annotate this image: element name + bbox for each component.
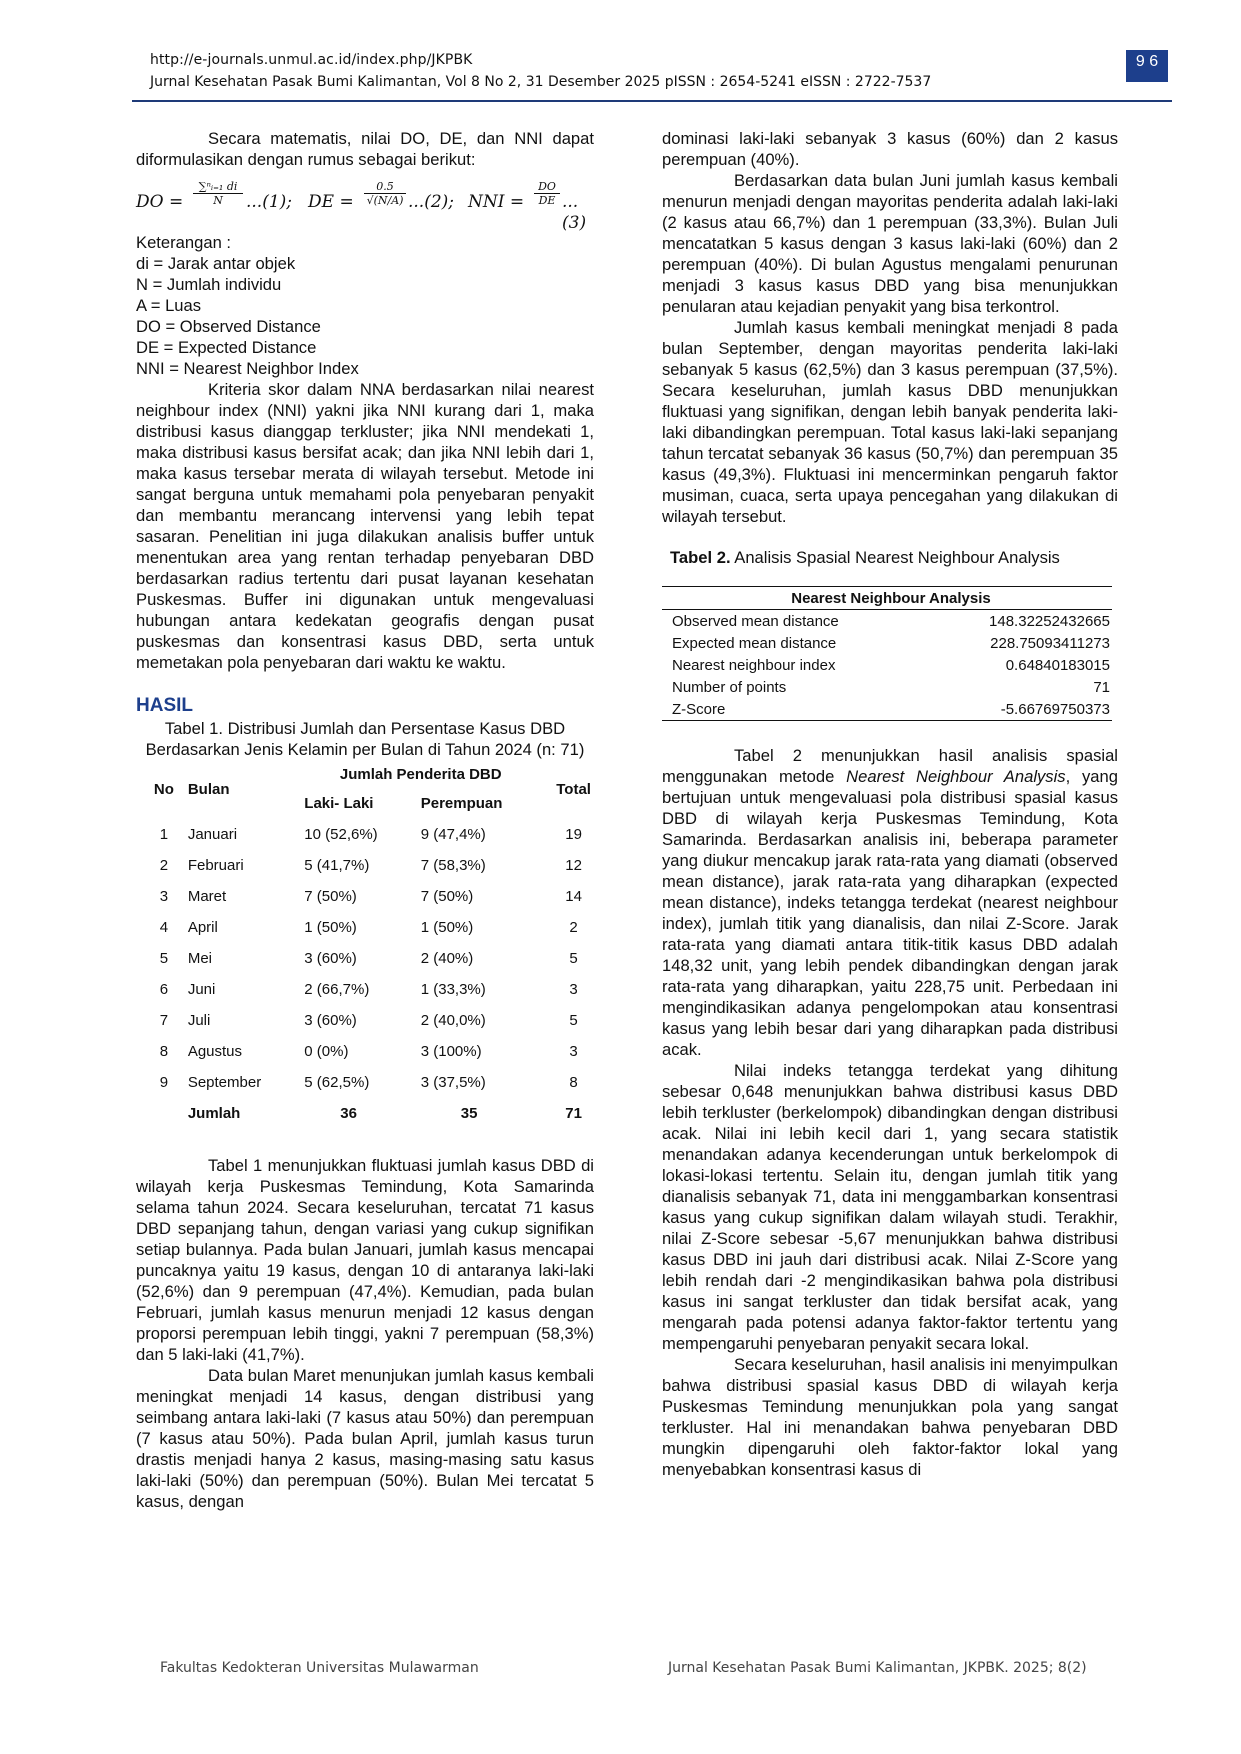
kesimpulan-paragraph: Secara keseluruhan, hasil analisis ini menyimpulkan bahwa distribusi spasial kasus DBD di wilayah kerja Puskesmas Temindung menunjukkan pola yang sangat terkluster. Hal ini menandakan bahwa penyebaran DBD mungkin dipengaruhi oleh faktor-faktor lokal yang menyebabkan konsentrasi kasus di: [662, 1355, 1118, 1479]
table1-cell-bulan: Maret: [187, 888, 227, 905]
table2-caption-text: Analisis Spasial Nearest Neighbour Analysis: [730, 548, 1060, 567]
nni-lhs: NNI =: [468, 192, 525, 212]
page-number-badge: 9 6: [1126, 50, 1168, 82]
table2-cell-label: Number of points: [672, 678, 787, 696]
table1-total-blank: [140, 1098, 188, 1129]
nilai-paragraph: Nilai indeks tetangga terdekat yang dihitung sebesar 0,648 menunjukkan bahwa distribusi kasus DBD lebih terkluster (berkelompok) dibandingkan dengan distribusi acak. Nilai ini lebih kecil dari 1, yang secara statistik menandakan adanya kecenderungan untuk berkelompok di lokasi-lokasi tertentu. Selain itu, dengan jumlah titik yang dianalisis sebanyak 71, data ini menggambarkan konsentrasi kasus yang cukup signifikan dalam wilayah studi. Terakhir, nilai Z-Score sebesar -5,67 menunjukkan bahwa distribusi kasus DBD ini jauh dari distribusi acak. Nilai Z-Score yang lebih rendah dari -2 mengindikasikan bahwa pola distribusi kasus ini sangat terkluster dan tidak bersifat acak, yang mengarah pada potensi adanya faktor-faktor tertentu yang mempengaruhi penyebaran penyakit secara lokal.: [662, 1061, 1118, 1353]
table2: [662, 586, 1112, 721]
table2-body: [662, 610, 1112, 721]
table1-cell-total: 12: [565, 857, 582, 874]
keterangan-item: N = Jumlah individu: [136, 275, 282, 294]
tabel2-method: Nearest Neighbour Analysis: [846, 767, 1066, 786]
table1-cell-laki: 3 (60%): [304, 950, 357, 967]
maret-paragraph: Data bulan Maret menunjukan jumlah kasus kembali meningkat menjadi 14 kasus, dengan distribusi yang seimbang antara laki-laki (7 kasus atau 50%) dan perempuan (7 kasus atau 50%). Pada bulan April, jumlah kasus turun drastis menjadi hanya 2 kasus, masing-masing satu kasus laki-laki (50%) dan perempuan (50%). Bulan Mei tercatat 5 kasus, dengan: [136, 1366, 594, 1511]
table1-cell-perempuan: 2 (40,0%): [420, 1012, 486, 1029]
table1-cell-total: 8: [569, 1074, 578, 1091]
journal-url[interactable]: http://e-journals.unmul.ac.id/index.php/JKPBK: [150, 52, 473, 68]
table-row: [140, 881, 610, 912]
table1-caption: Tabel 1. Distribusi Jumlah dan Persentase Kasus DBD Berdasarkan Jenis Kelamin per Bulan di Tahun 2024 (n: 71): [145, 719, 585, 759]
tabel2-paragraph: [662, 745, 1118, 1060]
keterangan-item: NNI = Nearest Neighbor Index: [136, 359, 359, 378]
table1-cell-perempuan: 1 (33,3%): [420, 981, 486, 998]
nni-fraction: [534, 180, 560, 207]
tabel1-paragraph: Tabel 1 menunjukkan fluktuasi jumlah kasus DBD di wilayah kerja Puskesmas Temindung, Kota Samarinda selama tahun 2024. Secara keseluruhan, tercatat 71 kasus DBD sepanjang tahun, dengan variasi yang cukup signifikan setiap bulannya. Pada bulan Januari, jumlah kasus mencapai puncaknya yaitu 19 kasus, dengan 10 di antaranya laki-laki (52,6%) dan 9 perempuan (47,4%). Kemudian, pada bulan Februari, jumlah kasus menurun menjadi 12 kasus dengan proporsi perempuan lebih tinggi, yakni 7 perempuan (58,3%) dan 5 laki-laki (41,7%).: [136, 1156, 594, 1364]
table1-cell-total: 14: [565, 888, 582, 905]
table1-cell-perempuan: 2 (40%): [420, 950, 474, 967]
table-row: [140, 1067, 610, 1098]
table-row: [662, 632, 1112, 654]
keterangan-item: di = Jarak antar objek: [136, 254, 296, 273]
mei-continuation-paragraph: dominasi laki-laki sebanyak 3 kasus (60%) dan 2 kasus perempuan (40%).: [662, 129, 1118, 169]
nni-numerator: DO: [538, 180, 556, 193]
footer-left: Fakultas Kedokteran Universitas Mulawarman: [160, 1660, 479, 1676]
table2-cell-value: 228.75093411273: [990, 634, 1110, 652]
do-denominator: N: [193, 193, 243, 207]
table-row: [662, 676, 1112, 698]
keterangan-item: A = Luas: [136, 296, 202, 315]
table1-body: [140, 819, 610, 1098]
tabel2-text-a: Tabel 2 menunjukkan hasil analisis spasial menggunakan metode: [662, 746, 1118, 786]
table1-cell-bulan: Mei: [187, 950, 212, 967]
nni-ref: ...(3): [562, 192, 587, 233]
de-fraction: [364, 180, 406, 207]
table1-cell-total: 3: [569, 1043, 578, 1060]
table1-cell-no: 2: [159, 857, 169, 874]
tabel2-text-b: , yang bertujuan untuk mengevaluasi pola distribusi spasial kasus DBD di wilayah kerja Puskesmas Temindung, Kota Samarinda. Berdasarkan analisis ini, beberapa parameter yang diukur mencakup jarak rata-rata yang diamati (observed mean distance), jarak rata-rata yang diharapkan (expected mean distance), indeks tetangga terdekat (nearest neighbour index), jumlah titik yang dianalisis, dan nilai Z-Score. Jarak rata-rata yang diamati antara titik-titik kasus DBD adalah 148,32 unit, yang lebih pendek dibandingkan dengan jarak rata-rata yang diharapkan, yaitu 228,75 unit. Perbedaan ini mengindikasikan adanya pengelompokan atau konsentrasi kasus yang lebih besar dari yang diharapkan pada distribusi acak.: [662, 767, 1118, 1059]
journal-citation: Jurnal Kesehatan Pasak Bumi Kalimantan, Vol 8 No 2, 31 Desember 2025 pISSN : 2654-5241 eISSN : 2722-7537: [150, 74, 932, 90]
table1-cell-bulan: Juni: [187, 981, 216, 998]
keterangan-title: Keterangan :: [136, 233, 232, 252]
table-row: [140, 1036, 610, 1067]
table1-cell-perempuan: 9 (47,4%): [420, 826, 486, 843]
table-row: [140, 974, 610, 1005]
september-paragraph: Jumlah kasus kembali meningkat menjadi 8 pada bulan September, dengan mayoritas penderita laki-laki sebanyak 5 kasus (62,5%) dan 3 kasus perempuan (37,5%). Secara keseluruhan, jumlah kasus DBD menunjukkan fluktuasi yang signifikan, dengan lebih banyak penderita laki-laki dibandingkan perempuan. Total kasus laki-laki sepanjang tahun tercatat sebanyak 36 kasus (50,7%) dan perempuan 35 kasus (49,3%). Fluktuasi ini mencerminkan pengaruh faktor musiman, cuaca, serta upaya pencegahan yang dilakukan di wilayah tersebut.: [662, 318, 1118, 526]
table1-cell-bulan: Agustus: [187, 1043, 243, 1060]
table1-total-perempuan: 35: [460, 1105, 478, 1122]
table1-cell-bulan: September: [187, 1074, 262, 1091]
table1: [140, 760, 610, 1129]
de-lhs: DE =: [308, 192, 354, 212]
table1-cell-laki: 7 (50%): [304, 888, 357, 905]
table2-caption-label: Tabel 2.: [670, 548, 731, 567]
table1-cell-perempuan: 7 (50%): [420, 888, 474, 905]
do-numerator: ∑ⁿᵢ₌₁ di: [198, 180, 238, 193]
table1-cell-laki: 5 (41,7%): [304, 857, 370, 874]
table1-total-label: Jumlah: [187, 1105, 241, 1122]
table1-header-perempuan: Perempuan: [420, 795, 503, 812]
table1-cell-no: 6: [159, 981, 169, 998]
table1-cell-no: 3: [159, 888, 169, 905]
table2-cell-value: -5.66769750373: [920, 698, 1112, 721]
intro-paragraph: Secara matematis, nilai DO, DE, dan NNI dapat diformulasikan dengan rumus sebagai berikut:: [136, 129, 594, 169]
de-numerator: 0.5: [376, 180, 394, 193]
footer-right: Jurnal Kesehatan Pasak Bumi Kalimantan, JKPBK. 2025; 8(2): [668, 1660, 1087, 1676]
do-fraction: [193, 180, 243, 207]
table1-cell-laki: 3 (60%): [304, 1012, 357, 1029]
table-row: [662, 654, 1112, 676]
nni-denominator: DE: [534, 193, 560, 207]
table1-cell-perempuan: 3 (100%): [420, 1043, 482, 1060]
table-row: [662, 698, 1112, 721]
table2-cell-value: 0.64840183015: [1005, 656, 1110, 674]
table1-total-laki: 36: [340, 1105, 357, 1122]
table1-cell-no: 8: [159, 1043, 169, 1060]
table1-header-no: No: [153, 781, 174, 798]
do-ref: ...(1);: [246, 192, 293, 212]
right-column: [662, 128, 1118, 1480]
table1-cell-perempuan: 1 (50%): [420, 919, 474, 936]
table1-cell-bulan: Juli: [187, 1012, 211, 1029]
keterangan-list: [136, 232, 594, 379]
table-row: [140, 819, 610, 850]
do-lhs: DO =: [136, 192, 184, 212]
table1-cell-no: 1: [159, 826, 169, 843]
header-divider: [132, 100, 1172, 102]
table1-cell-no: 9: [159, 1074, 169, 1091]
table1-cell-laki: 0 (0%): [304, 1043, 349, 1060]
table1-header-bulan: Bulan: [187, 781, 230, 798]
table-row: [140, 912, 610, 943]
table1-cell-bulan: Januari: [187, 826, 238, 843]
table1-cell-no: 7: [159, 1012, 169, 1029]
table1-cell-laki: 5 (62,5%): [304, 1074, 370, 1091]
table1-cell-no: 4: [159, 919, 169, 936]
section-title-hasil: HASIL: [136, 695, 193, 716]
de-denominator: √(N/A): [364, 193, 406, 207]
table1-cell-total: 5: [569, 1012, 578, 1029]
table1-cell-no: 5: [159, 950, 169, 967]
table-row: [662, 610, 1112, 633]
table2-cell-value: 148.32252432665: [989, 612, 1110, 630]
nna-formula: [136, 170, 594, 232]
kriteria-paragraph: Kriteria skor dalam NNA berdasarkan nilai nearest neighbour index (NNI) yakni jika NNI kurang dari 1, maka distribusi kasus dianggap terkluster; jika NNI mendekati 1, maka distribusi kasus bersifat acak; dan jika NNI lebih dari 1, maka kasus tersebar merata di wilayah tersebut. Metode ini sangat berguna untuk memahami pola penyebaran penyakit dan membantu merancang intervensi yang lebih tepat sasaran. Penelitian ini juga dilakukan analisis buffer untuk menentukan area yang rentan terhadap penyebaran DBD berdasarkan radius tertentu dari pusat layanan kesehatan Puskesmas. Buffer ini digunakan untuk mengevaluasi hubungan antara kedekatan geografis dengan pusat puskesmas dan konsentrasi kasus DBD, serta untuk memetakan pola penyebaran dari waktu ke waktu.: [136, 380, 594, 672]
keterangan-item: DE = Expected Distance: [136, 338, 317, 357]
table1-cell-bulan: Februari: [187, 857, 244, 874]
table2-caption: [670, 547, 1118, 568]
table1-cell-laki: 2 (66,7%): [304, 981, 370, 998]
table2-cell-label: Observed mean distance: [672, 612, 839, 630]
table2-cell-label: Z-Score: [662, 698, 920, 721]
table1-cell-perempuan: 3 (37,5%): [420, 1074, 486, 1091]
table1-cell-bulan: April: [187, 919, 218, 936]
table1-header-total: Total: [556, 781, 591, 798]
table2-header: Nearest Neighbour Analysis: [662, 587, 1112, 610]
table2-cell-value: 71: [1093, 678, 1110, 696]
table2-cell-label: Nearest neighbour index: [672, 656, 836, 674]
juni-paragraph: Berdasarkan data bulan Juni jumlah kasus kembali menurun menjadi dengan mayoritas penderita adalah laki-laki (2 kasus atau 66,7%) dan 1 perempuan (33,3%). Bulan Juli mencatatkan 5 kasus dengan 3 kasus laki-laki (60%) dan 2 perempuan (40%). Di bulan Agustus mengalami penurunan menjadi 3 kasus kasus DBD yang bisa menunjukkan penularan atau kejadian penyakit yang bisa terkontrol.: [662, 171, 1118, 316]
de-ref: ...(2);: [408, 192, 455, 212]
table1-cell-laki: 1 (50%): [304, 919, 357, 936]
table1-cell-total: 5: [569, 950, 578, 967]
keterangan-item: DO = Observed Distance: [136, 317, 321, 336]
table2-cell-label: Expected mean distance: [672, 634, 837, 652]
table1-cell-total: 3: [569, 981, 578, 998]
table1-cell-total: 2: [569, 919, 578, 936]
table1-cell-perempuan: 7 (58,3%): [420, 857, 486, 874]
left-column: [136, 128, 594, 1512]
table1-header-laki: Laki- Laki: [304, 795, 374, 812]
table1-cell-total: 19: [565, 826, 582, 843]
table-row: [140, 850, 610, 881]
table-row: [140, 1005, 610, 1036]
table-row: [140, 943, 610, 974]
table1-header-group: Jumlah Penderita DBD: [339, 765, 502, 783]
table1-total-all: 71: [565, 1105, 582, 1122]
table1-cell-laki: 10 (52,6%): [304, 826, 378, 843]
